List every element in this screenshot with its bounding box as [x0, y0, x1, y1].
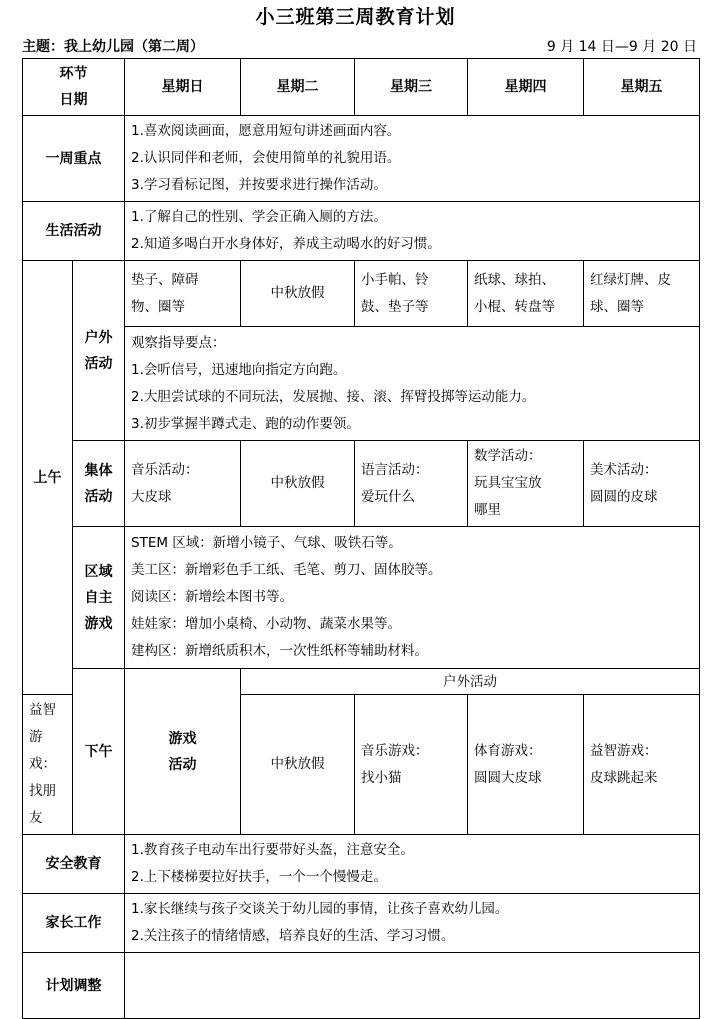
weekly-focus-line: 2.认识同伴和老师，会使用简单的礼貌用语。	[131, 150, 401, 166]
morning-label: 上午	[23, 261, 73, 695]
weekly-focus-row	[23, 116, 700, 202]
day-header: 星期三	[355, 59, 468, 116]
safety-label: 安全教育	[23, 835, 125, 894]
weekly-plan-table	[22, 58, 700, 1019]
page-title: 小三班第三周教育计划	[255, 6, 456, 28]
weekly-focus-line: 1.喜欢阅读画面，愿意用短句讲述画面内容。	[131, 123, 401, 139]
outdoor-guide-line: 观察指导要点：	[131, 334, 226, 351]
life-activity-row	[23, 202, 700, 261]
weekly-focus-line: 3.学习看标记图，并按要求进行操作活动。	[131, 177, 387, 193]
safety-content	[125, 835, 700, 894]
area-game-content	[125, 527, 700, 669]
life-activity-line: 1.了解自己的性别、学会正确入厕的方法。	[131, 209, 387, 225]
afternoon-header-row	[23, 669, 700, 695]
day-header: 星期四	[468, 59, 584, 116]
date-range: 9 月 14 日—9 月 20 日	[546, 39, 697, 55]
outdoor-label-line: 活动	[84, 355, 113, 372]
outdoor-label	[73, 261, 125, 441]
outdoor-cell-day-3	[355, 261, 468, 327]
safety-line: 1.教育孩子电动车出行要带好头盔，注意安全。	[131, 842, 414, 858]
header-corner-top: 环节	[59, 66, 88, 82]
cell-line: 玩具宝宝放	[474, 475, 542, 491]
outdoor-cell-day-2	[241, 261, 355, 327]
afternoon-game-label	[125, 669, 241, 835]
cell-line: 中秋放假	[270, 285, 325, 301]
cell-line: 数学活动：	[474, 448, 542, 464]
afternoon-label-line: 活动	[168, 756, 197, 773]
parents-line: 1.家长继续与孩子交谈关于幼儿园的事情，让孩子喜欢幼儿园。	[131, 901, 509, 917]
outdoor-guide-content	[125, 327, 700, 441]
cell-line: 哪里	[474, 502, 501, 518]
group-label-line: 集体	[84, 462, 113, 479]
afternoon-label-line: 游戏	[168, 730, 197, 747]
outdoor-label-line: 户外	[84, 329, 113, 346]
area-line: 阅读区：新增绘本图书等。	[131, 589, 293, 605]
cell-line: 益智游戏：	[590, 742, 658, 759]
afternoon-cell-day-4	[468, 695, 584, 835]
cell-line: 小棍、转盘等	[474, 298, 555, 315]
day-header: 星期二	[241, 59, 355, 116]
cell-line: 皮球跳起来	[590, 769, 658, 786]
cell-line: 中秋放假	[270, 475, 325, 491]
theme-label: 主题：我上幼儿园（第二周）	[22, 39, 204, 55]
cell-line: 音乐游戏：	[361, 742, 429, 759]
weekly-focus-label: 一周重点	[23, 116, 125, 202]
weekly-focus-content	[125, 116, 700, 202]
group-cell-day-1	[125, 441, 241, 527]
adjust-content	[125, 953, 700, 1019]
parents-row	[23, 894, 700, 953]
header-corner-cell	[23, 59, 125, 116]
area-label-line: 区域	[84, 563, 113, 580]
header-row	[23, 59, 700, 116]
outdoor-cell-day-5	[584, 261, 700, 327]
outdoor-guide-line: 1.会听信号，迅速地向指定方向跑。	[131, 361, 347, 378]
header-corner-bottom: 日期	[59, 92, 88, 108]
cell-line: 垫子、障碍	[131, 271, 199, 288]
area-line: 建构区：新增纸质积木，一次性纸杯等辅助材料。	[131, 643, 428, 659]
area-label-line: 游戏	[84, 615, 113, 632]
cell-line: 红绿灯牌、皮	[590, 271, 671, 288]
life-activity-label: 生活活动	[23, 202, 125, 261]
afternoon-cell-day-2	[241, 695, 355, 835]
safety-line: 2.上下楼梯要拉好扶手，一个一个慢慢走。	[131, 869, 387, 885]
group-cell-day-2	[241, 441, 355, 527]
area-line: 美工区：新增彩色手工纸、毛笔、剪刀、固体胶等。	[131, 562, 442, 578]
area-line: 娃娃家：增加小桌椅、小动物、蔬菜水果等。	[131, 616, 401, 632]
area-line: STEM 区域：新增小镜子、气球、吸铁石等。	[131, 535, 402, 551]
cell-line: 美术活动：	[590, 461, 658, 478]
area-game-label	[73, 527, 125, 669]
cell-line: 纸球、球拍、	[474, 271, 555, 288]
parents-content	[125, 894, 700, 953]
group-activity-label	[73, 441, 125, 527]
parents-line: 2.关注孩子的情绪情感，培养良好的生活、学习习惯。	[131, 928, 455, 944]
outdoor-guide-line: 3.初步掌握半蹲式走、跑的动作要领。	[131, 415, 360, 432]
afternoon-outdoor-header: 户外活动	[241, 669, 700, 695]
afternoon-cell-day-5	[584, 695, 700, 835]
group-cell-day-3	[355, 441, 468, 527]
cell-line: 益智游戏：	[29, 702, 56, 772]
safety-row	[23, 835, 700, 894]
cell-line: 小手帕、铃	[361, 271, 429, 288]
life-activity-content	[125, 202, 700, 261]
group-cell-day-5	[584, 441, 700, 527]
day-header: 星期日	[125, 59, 241, 116]
outdoor-guide-row	[23, 327, 700, 441]
cell-line: 中秋放假	[270, 756, 325, 772]
afternoon-cell-day-1	[23, 695, 73, 835]
outdoor-cell-day-1	[125, 261, 241, 327]
day-header: 星期五	[584, 59, 700, 116]
cell-line: 爱玩什么	[361, 488, 415, 505]
cell-line: 大皮球	[131, 488, 172, 505]
afternoon-label: 下午	[73, 669, 125, 835]
afternoon-cell-day-3	[355, 695, 468, 835]
adjust-label: 计划调整	[23, 953, 125, 1019]
outdoor-cell-day-4	[468, 261, 584, 327]
cell-line: 圆圆大皮球	[474, 769, 542, 786]
group-cell-day-4	[468, 441, 584, 527]
parents-label: 家长工作	[23, 894, 125, 953]
cell-line: 语言活动：	[361, 461, 429, 478]
area-label-line: 自主	[84, 589, 113, 606]
cell-line: 鼓、垫子等	[361, 298, 429, 315]
adjust-row	[23, 953, 700, 1019]
life-activity-line: 2.知道多喝白开水身体好，养成主动喝水的好习惯。	[131, 236, 441, 252]
outdoor-days-row	[23, 261, 700, 327]
cell-line: 音乐活动：	[131, 461, 199, 478]
cell-line: 找朋友	[29, 783, 56, 826]
outdoor-guide-line: 2.大胆尝试球的不同玩法，发展抛、接、滚、挥臂投掷等运动能力。	[131, 388, 536, 405]
group-activity-row	[23, 441, 700, 527]
cell-line: 体育游戏：	[474, 742, 542, 759]
group-label-line: 活动	[84, 488, 113, 505]
cell-line: 找小猫	[361, 769, 402, 786]
cell-line: 物、圈等	[131, 298, 185, 315]
cell-line: 球、圈等	[590, 298, 644, 315]
area-game-row	[23, 527, 700, 669]
cell-line: 圆圆的皮球	[590, 488, 658, 505]
